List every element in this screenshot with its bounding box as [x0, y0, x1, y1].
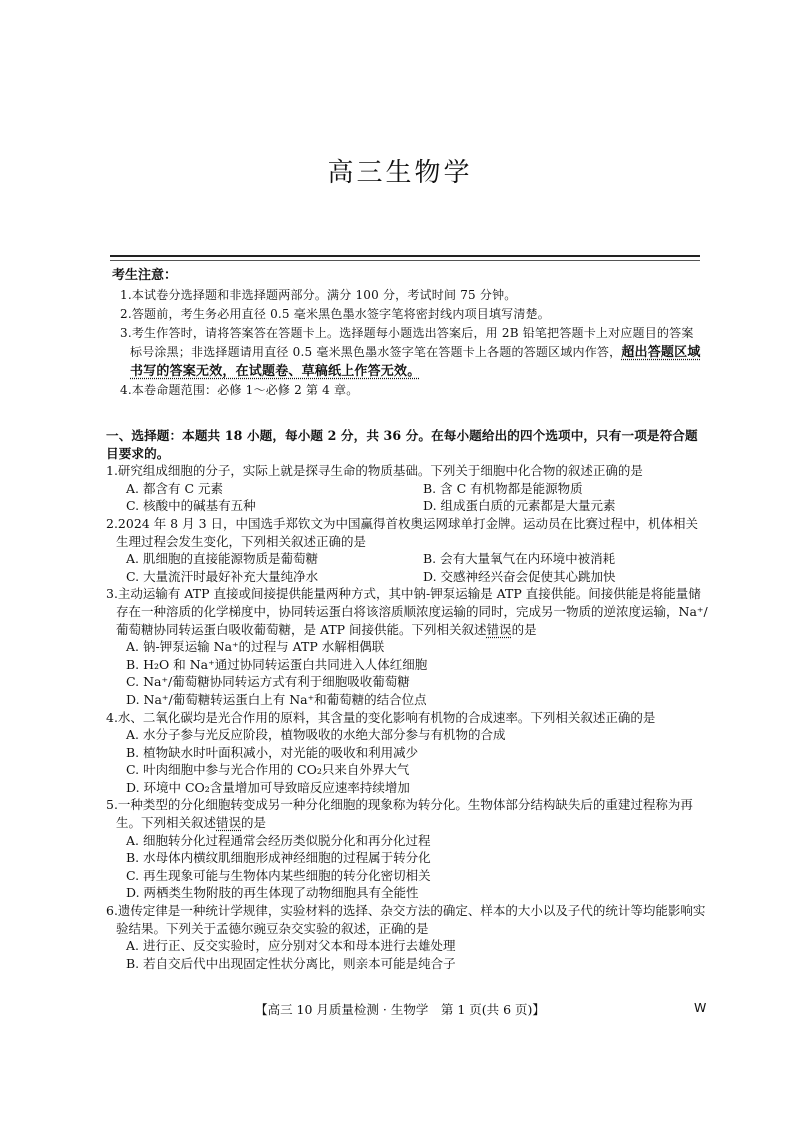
option-b: B. 水母体内横纹肌细胞形成神经细胞的过程属于转分化	[126, 850, 431, 866]
question-stem-text: 3.主动运输有 ATP 直接或间接提供能量两种方式，其中钠-钾泵运输是 ATP 直接供能。间接供能是将能量储存在一种溶质的化学梯度中，协同转运蛋白将该溶质顺浓度运输的同时，完成另一物质的逆浓度运输，Na⁺/葡萄糖协同转运蛋白吸收葡萄糖，是 ATP 间接供能。下列相关叙述	[106, 586, 708, 637]
option-a: A. 钠-钾泵运输 Na⁺的过程与 ATP 水解相偶联	[126, 639, 385, 655]
option-list	[106, 937, 710, 972]
question-stem: 4.水、二氧化碳均是光合作用的原料，其含量的变化影响有机物的合成速率。下列相关叙述正确的是	[106, 709, 656, 725]
question-stem: 2.2024 年 8 月 3 日，中国选手郑钦文为中国赢得首枚奥运网球单打金牌。运动员在比赛过程中，机体相关生理过程会发生变化，下列相关叙述正确的是	[106, 515, 699, 549]
question-stem-emphasis: 错误	[486, 621, 512, 637]
section-heading: 一、选择题：本题共 18 小题，每小题 2 分，共 36 分。在每小题给出的四个选项中，只有一项是符合题目要求的。	[106, 428, 698, 461]
option-b: B. 含 C 有机物都是能源物质	[423, 480, 583, 496]
notice-item-3	[112, 324, 702, 381]
option-d: D. 组成蛋白质的元素都是大量元素	[423, 498, 616, 514]
question-2	[106, 515, 710, 585]
option-list	[106, 726, 710, 796]
option-c: C. 核酸中的碱基有五种	[126, 498, 256, 514]
option-b: B. H₂O 和 Na⁺通过协同转运蛋白共同进入人体红细胞	[126, 656, 428, 672]
option-list	[106, 638, 710, 708]
notice-heading: 考生注意：	[112, 268, 178, 283]
option-b: B. 会有大量氧气在内环境中被消耗	[423, 551, 616, 567]
question-stem-tail: 的是	[511, 621, 537, 637]
question-stem	[106, 796, 710, 831]
option-a: A. 都含有 C 元素	[126, 480, 223, 496]
option-a: A. 肌细胞的直接能源物质是葡萄糖	[126, 551, 318, 567]
option-b: B. 植物缺水时叶面积减小，对光能的吸收和利用减少	[126, 744, 419, 760]
option-list	[106, 832, 710, 902]
notice-item-3-emphasis: 超出答题区域书写的答案无效，在试题卷、草稿纸上作答无效。	[130, 345, 701, 379]
option-a: A. 水分子参与光反应阶段，植物吸收的水绝大部分参与有机物的合成	[126, 727, 506, 743]
page-title: 高三生物学	[327, 158, 473, 188]
notice-item-4: 4.本卷命题范围：必修 1～必修 2 第 4 章。	[120, 383, 359, 397]
option-d: D. 交感神经兴奋会促使其心跳加快	[423, 568, 616, 584]
option-d: D. 环境中 CO₂含量增加可导致暗反应速率持续增加	[126, 779, 410, 795]
question-stem: 1.研究组成细胞的分子，实际上就是探寻生命的物质基础。下列关于细胞中化合物的叙述正确的是	[106, 463, 643, 479]
notice-item-3-text: 3.考生作答时，请将答案答在答题卡上。选择题每小题选出答案后，用 2B 铅笔把答题卡上对应题目的答案标号涂黑；非选择题请用直径 0.5 毫米黑色墨水签字笔在答题卡上各题的答题区域内作答，	[120, 326, 694, 359]
question-3	[106, 585, 710, 708]
option-a: A. 进行正、反交实验时，应分别对父本和母本进行去雄处理	[126, 938, 456, 954]
question-stem-text: 5.一种类型的分化细胞转变成另一种分化细胞的现象称为转分化。生物体部分结构缺失后的重建过程称为再生。下列相关叙述	[106, 797, 693, 831]
header-rule	[110, 255, 700, 257]
option-b: B. 若自交后代中出现固定性状分离比，则亲本可能是纯合子	[126, 955, 456, 971]
question-stem-emphasis: 错误	[216, 815, 242, 831]
option-d: D. 两栖类生物附肢的再生体现了动物细胞具有全能性	[126, 885, 419, 901]
option-a: A. 细胞转分化过程通常会经历类似脱分化和再分化过程	[126, 832, 431, 848]
footer-version-mark: W	[694, 1000, 707, 1015]
question-4	[106, 709, 710, 797]
footer-page-info: 【高三 10 月质量检测 · 生物学 第 1 页(共 6 页)】	[255, 1002, 545, 1017]
question-6	[106, 902, 710, 972]
option-c: C. 再生现象可能与生物体内某些细胞的转分化密切相关	[126, 867, 431, 883]
question-stem	[106, 585, 710, 638]
question-content	[106, 427, 710, 972]
question-stem-tail: 的是	[241, 815, 267, 831]
option-d: D. Na⁺/葡萄糖转运蛋白上有 Na⁺和葡萄糖的结合位点	[126, 691, 427, 707]
option-c: C. 大量流汗时最好补充大量纯净水	[126, 568, 319, 584]
notice-item-1: 1.本试卷分选择题和非选择题两部分。满分 100 分，考试时间 75 分钟。	[120, 288, 517, 302]
option-c: C. Na⁺/葡萄糖协同转运方式有利于细胞吸收葡萄糖	[126, 674, 410, 690]
notice-item-2: 2.答题前，考生务必用直径 0.5 毫米黑色墨水签字笔将密封线内项目填写清楚。	[120, 307, 550, 321]
option-c: C. 叶肉细胞中参与光合作用的 CO₂只来自外界大气	[126, 762, 410, 778]
option-list	[106, 550, 710, 585]
header-rule-thin	[110, 260, 700, 261]
question-5	[106, 796, 710, 902]
option-list	[106, 480, 710, 515]
candidate-notice	[112, 266, 702, 400]
question-stem: 6.遗传定律是一种统计学规律，实验材料的选择、杂交方法的确定、样本的大小以及子代的统计等均能影响实验结果。下列关于孟德尔豌豆杂交实验的叙述，正确的是	[106, 903, 706, 936]
question-1	[106, 462, 710, 515]
